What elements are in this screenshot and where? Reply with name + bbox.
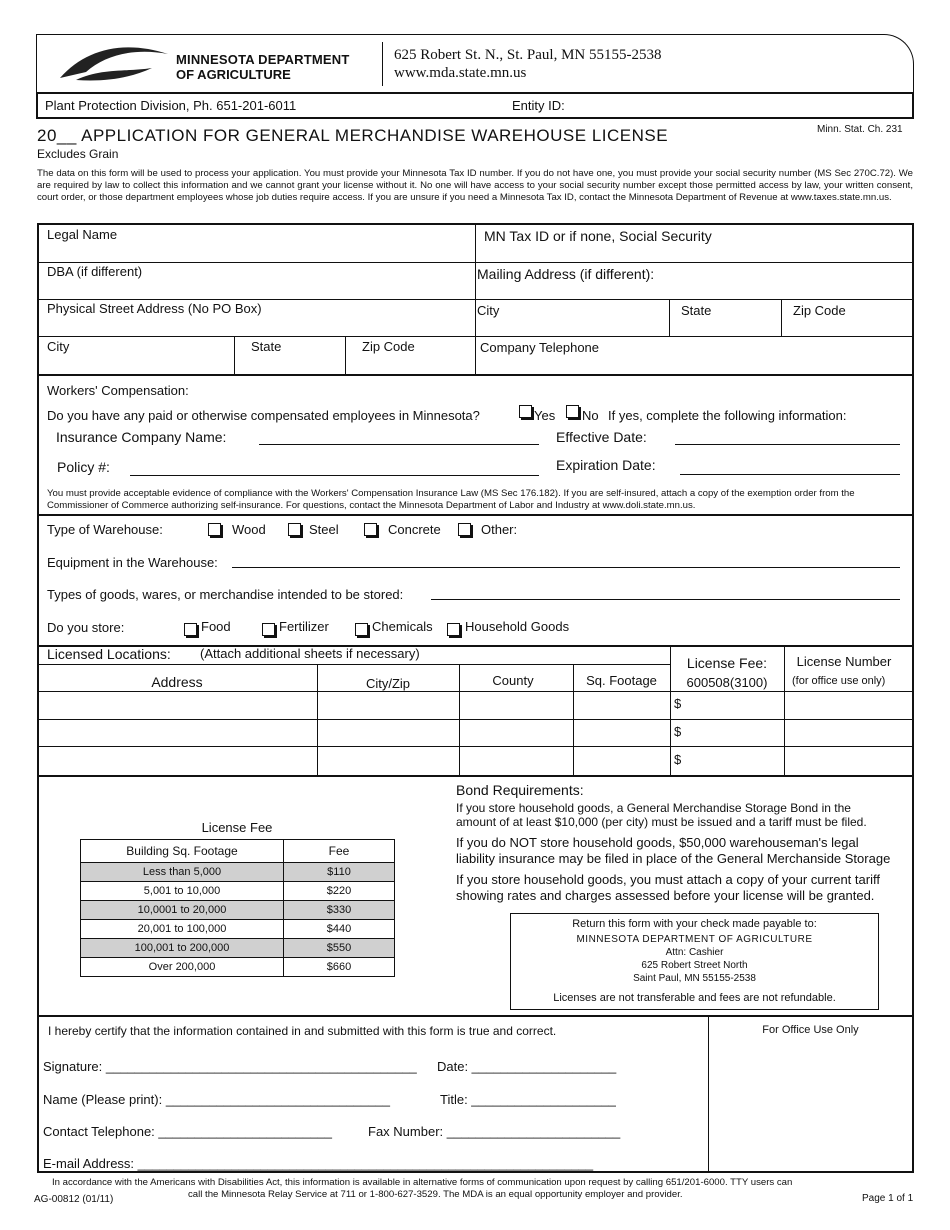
concrete-checkbox[interactable] — [364, 523, 377, 536]
locations-heading: Licensed Locations: — [47, 646, 171, 662]
attach-note: (Attach additional sheets if necessary) — [200, 646, 420, 661]
form-subtitle: Excludes Grain — [37, 147, 119, 161]
fee-sqft: 10,0001 to 20,000 — [81, 901, 284, 920]
return-line2: MINNESOTA DEPARTMENT OF AGRICULTURE — [576, 934, 813, 945]
signature-field[interactable]: Signature: ___________________________________________ — [43, 1059, 417, 1074]
food-checkbox[interactable] — [184, 623, 197, 636]
dept-name-line1: MINNESOTA DEPARTMENT — [176, 52, 350, 67]
page-number: Page 1 of 1 — [862, 1193, 914, 1204]
title-field[interactable]: Title: ____________________ — [440, 1092, 616, 1107]
return-line4: 625 Robert Street North — [641, 960, 748, 971]
employees-yes-label: Yes — [534, 408, 556, 423]
insurance-company-input[interactable] — [259, 444, 539, 445]
fee-sqft: 100,001 to 200,000 — [81, 939, 284, 958]
steel-checkbox[interactable] — [288, 523, 301, 536]
return-line6: Licenses are not transferable and fees are not refundable. — [553, 992, 836, 1004]
chemicals-checkbox[interactable] — [355, 623, 368, 636]
statute-ref: Minn. Stat. Ch. 231 — [817, 124, 903, 135]
fertilizer-checkbox[interactable] — [262, 623, 275, 636]
fee-row — [81, 901, 395, 920]
col-license-number-note: (for office use only) — [792, 675, 886, 687]
license-fee-table — [80, 839, 395, 977]
fee-sqft: Over 200,000 — [81, 958, 284, 977]
mda-logo-icon — [56, 38, 176, 84]
contact-telephone-field[interactable]: Contact Telephone: ________________________ — [43, 1124, 332, 1139]
fee-amount: $660 — [284, 958, 395, 977]
header-website: www.mda.state.mn.us — [394, 65, 527, 81]
bond-p2-line1: If you do NOT store household goods, $50,000 warehouseman's legal — [456, 835, 859, 850]
form-number: AG-00812 (01/11) — [34, 1194, 114, 1205]
location-row-2[interactable] — [38, 720, 670, 746]
bond-p3-line1: If you store household goods, you must attach a copy of your current tariff — [456, 872, 880, 887]
physical-city-field[interactable]: City — [47, 339, 70, 354]
fee-amount: $440 — [284, 920, 395, 939]
fee-col-fee: Fee — [284, 840, 395, 863]
col-sq-footage: Sq. Footage — [586, 673, 657, 688]
if-yes-note: If yes, complete the following information: — [608, 408, 847, 423]
effective-date-input[interactable] — [675, 444, 900, 445]
wood-label: Wood — [232, 522, 266, 537]
fee-dollar-1: $ — [674, 696, 682, 711]
fee-row — [81, 882, 395, 901]
header-address: 625 Robert St. N., St. Paul, MN 55155-2538 — [394, 47, 662, 63]
entity-id-label: Entity ID: — [512, 98, 565, 113]
fee-sqft: 5,001 to 10,000 — [81, 882, 284, 901]
policy-input[interactable] — [130, 475, 539, 476]
bond-p3-line2: showing rates and charges assessed before your license will be granted. — [456, 888, 875, 903]
license-fee-title: License Fee — [201, 820, 273, 835]
fee-row — [81, 958, 395, 977]
dept-name-line2: OF AGRICULTURE — [176, 67, 291, 82]
location-row-3[interactable] — [38, 747, 670, 774]
company-telephone-field[interactable]: Company Telephone — [480, 340, 600, 355]
concrete-label: Concrete — [388, 522, 441, 537]
other-checkbox[interactable] — [458, 523, 471, 536]
date-field[interactable]: Date: ____________________ — [437, 1059, 617, 1074]
workers-comp-heading: Workers' Compensation: — [47, 383, 189, 398]
division-text: Plant Protection Division, Ph. 651-201-6011 — [45, 98, 297, 113]
chemicals-label: Chemicals — [372, 619, 433, 634]
wood-checkbox[interactable] — [208, 523, 221, 536]
steel-label: Steel — [309, 522, 339, 537]
equipment-label: Equipment in the Warehouse: — [47, 555, 218, 570]
fee-amount: $330 — [284, 901, 395, 920]
household-goods-checkbox[interactable] — [447, 623, 460, 636]
effective-date-label: Effective Date: — [556, 429, 647, 445]
fee-sqft: 20,001 to 100,000 — [81, 920, 284, 939]
bond-p1-line1: If you store household goods, a General Merchandise Storage Bond in the — [456, 801, 851, 815]
employees-no-label: No — [582, 408, 599, 423]
ada-notice-line1: In accordance with the Americans with Disabilities Act, this information is available in alternative forms of communication upon request by calling 651/201-6000. TTY users can — [52, 1177, 793, 1188]
form-title: 20__ APPLICATION FOR GENERAL MERCHANDISE WAREHOUSE LICENSE — [37, 126, 669, 145]
store-label: Do you store: — [47, 620, 125, 635]
expiration-date-label: Expiration Date: — [556, 457, 656, 473]
bond-p1-line2: amount of at least $10,000 (per city) must be issued and a tariff must be filed. — [456, 815, 867, 829]
ada-notice-line2: call the Minnesota Relay Service at 711 or 1-800-627-3529. The MDA is an equal opportunity employer and provider. — [188, 1189, 683, 1200]
col-county: County — [492, 673, 534, 688]
return-line5: Saint Paul, MN 55155-2538 — [633, 973, 756, 984]
dba-field[interactable]: DBA (if different) — [47, 264, 143, 279]
mailing-zip-field[interactable]: Zip Code — [793, 303, 846, 318]
goods-input[interactable] — [431, 599, 900, 600]
email-field[interactable]: E-mail Address: _______________________________________________________________ — [43, 1156, 594, 1171]
fee-amount: $110 — [284, 863, 395, 882]
bond-p2-line2: liability insurance may be filed in place of the General Merchanside Storage — [456, 851, 891, 866]
other-label: Other: — [481, 522, 518, 537]
return-line3: Attn: Cashier — [665, 947, 724, 958]
mailing-address-field[interactable]: Mailing Address (if different): — [477, 266, 655, 282]
physical-state-field[interactable]: State — [251, 339, 282, 354]
workers-comp-notice: You must provide acceptable evidence of compliance with the Workers' Compensation Insurance Law (MS Sec 176.182). If you are self-insured, attach a copy of the exemption order from the Commissioner of Commerce authorizing self-insurance. For questions, contact the Minnesota Department of Labor and Industry at www.doli.state.mn.us. — [47, 488, 855, 511]
fee-dollar-3: $ — [674, 752, 682, 767]
col-address: Address — [151, 674, 203, 690]
fee-col-sqft: Building Sq. Footage — [81, 840, 284, 863]
fee-dollar-2: $ — [674, 724, 682, 739]
certify-statement: I hereby certify that the information contained in and submitted with this form is true and correct. — [48, 1024, 557, 1038]
fertilizer-label: Fertilizer — [279, 619, 329, 634]
physical-zip-field[interactable]: Zip Code — [362, 339, 415, 354]
location-row-1[interactable] — [38, 692, 670, 718]
office-use-label: For Office Use Only — [762, 1024, 859, 1036]
fee-row — [81, 863, 395, 882]
employees-no-checkbox[interactable] — [566, 405, 579, 418]
fee-amount: $220 — [284, 882, 395, 901]
insurance-company-label: Insurance Company Name: — [56, 429, 227, 445]
fee-amount: $550 — [284, 939, 395, 958]
tax-id-field[interactable]: MN Tax ID or if none, Social Security — [484, 228, 712, 244]
legal-name-field[interactable]: Legal Name — [47, 227, 118, 242]
col-city-zip: City/Zip — [365, 676, 411, 691]
employees-question: Do you have any paid or otherwise compensated employees in Minnesota? — [47, 408, 480, 423]
employees-yes-checkbox[interactable] — [519, 405, 532, 418]
return-line1: Return this form with your check made payable to: — [572, 918, 817, 930]
fax-number-field[interactable]: Fax Number: ________________________ — [368, 1124, 621, 1139]
fee-row — [81, 920, 395, 939]
household-goods-label: Household Goods — [465, 619, 570, 634]
goods-label: Types of goods, wares, or merchandise intended to be stored: — [47, 587, 404, 602]
equipment-input[interactable] — [232, 567, 900, 568]
privacy-notice: The data on this form will be used to process your application. You must provide your Minnesota Tax ID number. If you do not have one, you must provide your social security number (MS Sec 270C.72). We are required by law to collect this information and we cannot grant your license without it. No one will have access to your social security number except those permitted access by law, your written consent, court order, or those department employees whose job duties require access. If you are unsure if you need a Minnesota Tax ID, contact the Minnesota Department of Revenue at www.taxes.state.mn.us. — [37, 168, 913, 203]
fee-row — [81, 939, 395, 958]
mailing-city-field[interactable]: City — [477, 303, 500, 318]
expiration-date-input[interactable] — [680, 474, 900, 475]
col-license-fee-code: 600508(3100) — [686, 675, 768, 690]
header-divider — [382, 42, 383, 86]
bond-heading: Bond Requirements: — [456, 782, 584, 798]
food-label: Food — [201, 619, 231, 634]
col-license-number: License Number — [796, 654, 892, 669]
col-license-fee: License Fee: — [686, 655, 768, 671]
name-print-field[interactable]: Name (Please print): _______________________________ — [43, 1092, 390, 1107]
mailing-state-field[interactable]: State — [681, 303, 712, 318]
warehouse-type-label: Type of Warehouse: — [47, 522, 163, 537]
fee-sqft: Less than 5,000 — [81, 863, 284, 882]
policy-label: Policy #: — [57, 459, 110, 475]
physical-address-field[interactable]: Physical Street Address (No PO Box) — [47, 301, 262, 316]
